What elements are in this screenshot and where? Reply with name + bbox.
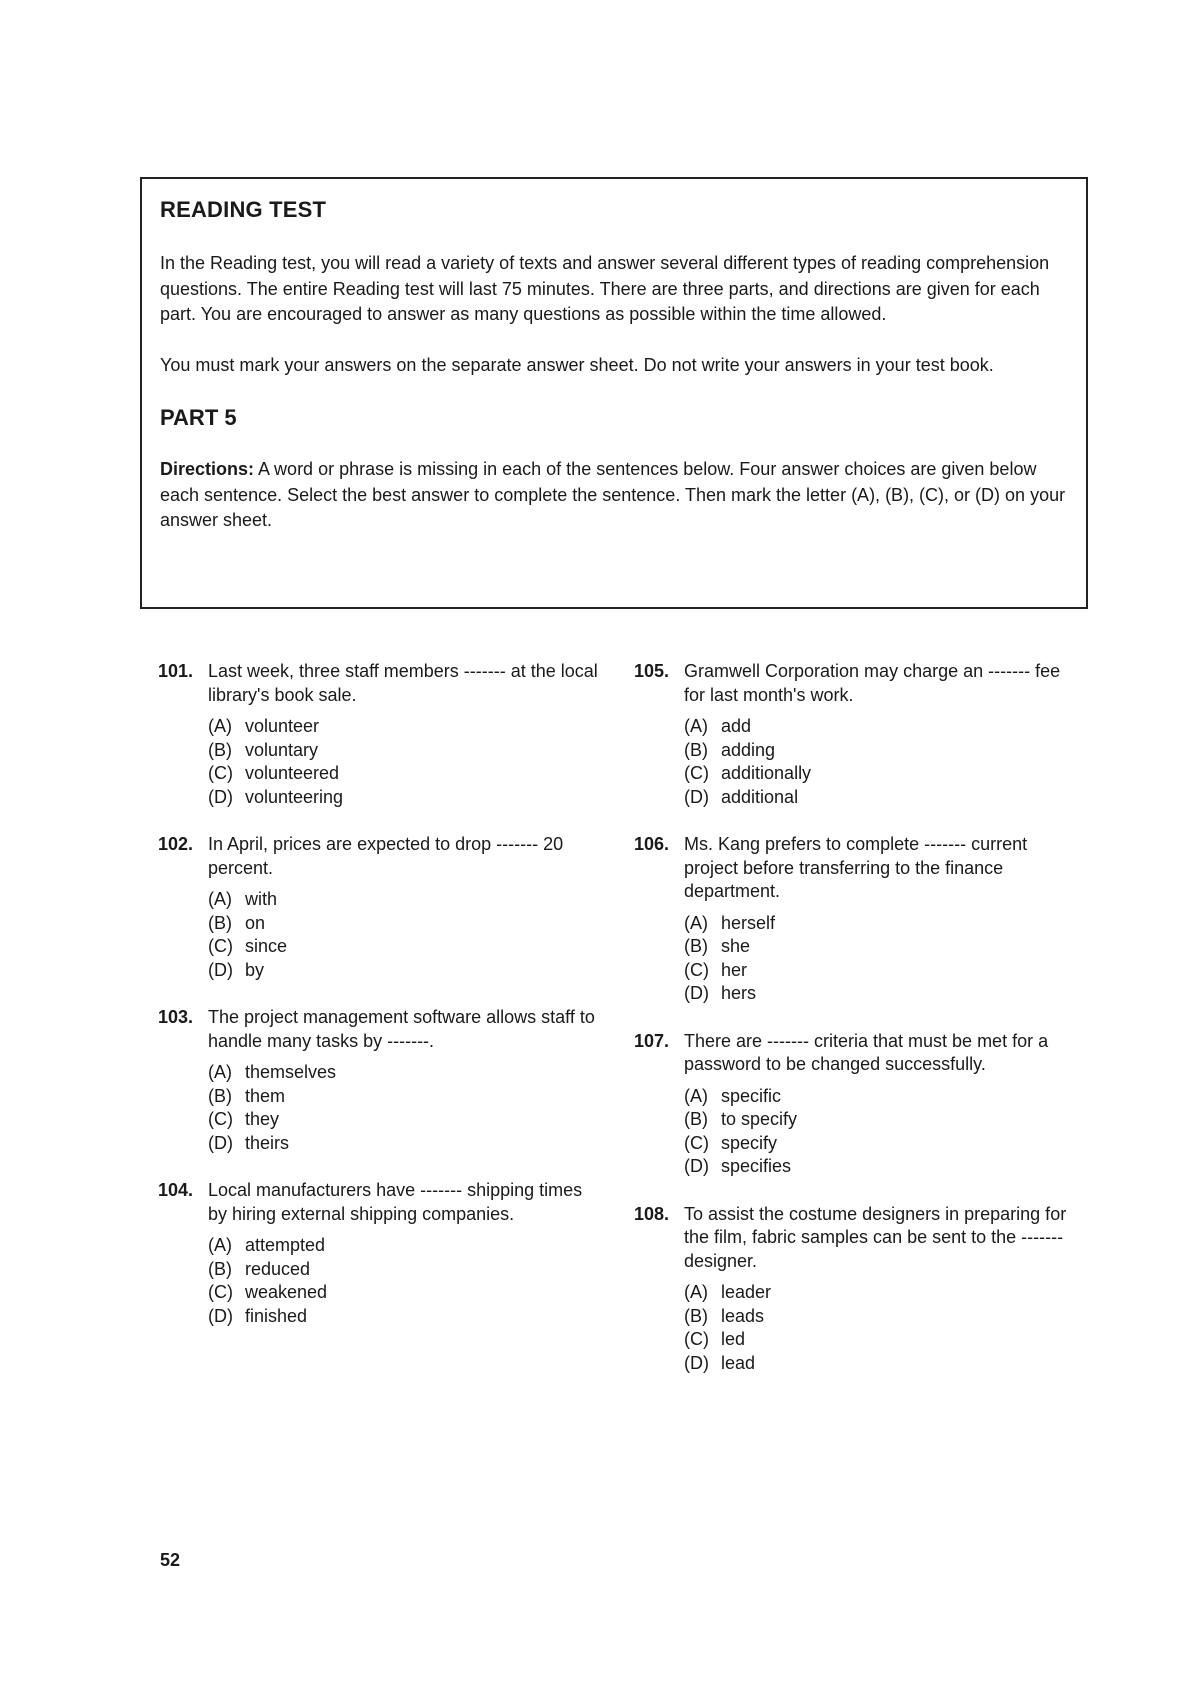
option-text: them: [245, 1085, 286, 1106]
answer-option: [208, 1234, 598, 1258]
directions-text: A word or phrase is missing in each of the sentences below. Four answer choices are given below each sentence. Select the best answer to complete the sentence. Then mark the letter (A), (B), (C), or (D) on your answer sheet.: [160, 459, 1066, 530]
answer-option: [208, 739, 598, 763]
question-stem: [634, 1203, 1086, 1274]
directions-label: Directions:: [160, 459, 255, 479]
answer-option: [208, 1085, 598, 1109]
option-letter: (C): [208, 763, 233, 783]
question-stem: [158, 1006, 598, 1053]
answer-option: [684, 715, 1086, 739]
option-text: herself: [721, 912, 776, 933]
answer-option: [684, 1132, 1086, 1156]
option-letter: (D): [684, 786, 709, 807]
option-text: leader: [721, 1282, 772, 1302]
option-text: add: [721, 716, 752, 736]
answer-option: [208, 912, 598, 936]
option-letter: (C): [684, 1132, 709, 1153]
question-item: [634, 660, 1086, 809]
answer-option: [684, 1085, 1086, 1109]
option-letter: (D): [208, 959, 233, 980]
question-item: [158, 1006, 598, 1155]
question-number: 108.: [634, 1203, 670, 1224]
question-number: 105.: [634, 661, 670, 681]
option-letter: (A): [208, 1062, 232, 1082]
option-text: by: [245, 959, 265, 980]
option-letter: (D): [208, 1132, 233, 1153]
option-text: specify: [721, 1132, 778, 1153]
answer-option: [208, 1281, 598, 1305]
question-text: Ms. Kang prefers to complete ------- current project before transferring to the finance department.: [684, 834, 1028, 901]
option-text: specific: [721, 1085, 782, 1106]
option-text: lead: [721, 1352, 756, 1373]
option-letter: (C): [208, 936, 233, 956]
answer-option: [684, 1108, 1086, 1132]
option-text: themselves: [245, 1062, 337, 1082]
answer-option: [208, 715, 598, 739]
option-letter: (B): [208, 1258, 232, 1279]
question-number: 101.: [158, 661, 194, 681]
option-letter: (B): [684, 1305, 708, 1326]
question-stem: [634, 1030, 1086, 1077]
answer-option: [684, 1328, 1086, 1352]
answer-option: [684, 935, 1086, 959]
question-stem: [158, 833, 598, 880]
option-letter: (C): [684, 1329, 709, 1349]
questions-right-column: [634, 660, 1086, 1399]
option-letter: (B): [684, 739, 708, 760]
option-letter: (B): [208, 912, 232, 933]
answer-option: [684, 786, 1086, 810]
answer-option: [684, 1155, 1086, 1179]
answer-options: [684, 1281, 1086, 1375]
option-text: led: [721, 1329, 746, 1349]
answer-option: [684, 739, 1086, 763]
answer-options: [684, 715, 1086, 809]
option-letter: (A): [208, 1235, 232, 1255]
option-letter: (C): [208, 1282, 233, 1302]
option-text: reduced: [245, 1258, 311, 1279]
answer-options: [208, 1061, 598, 1155]
option-text: weakened: [245, 1282, 328, 1302]
answer-option: [684, 959, 1086, 983]
question-item: [158, 833, 598, 982]
option-text: hers: [721, 983, 757, 1003]
answer-option: [208, 1108, 598, 1132]
option-letter: (A): [684, 1282, 708, 1302]
answer-option: [208, 786, 598, 810]
question-item: [634, 1203, 1086, 1376]
instructions-box: [140, 177, 1088, 609]
answer-option: [208, 935, 598, 959]
answer-option: [684, 1281, 1086, 1305]
option-letter: (C): [684, 959, 709, 980]
option-letter: (C): [684, 763, 709, 783]
answer-options: [208, 1234, 598, 1328]
answer-option: [684, 912, 1086, 936]
option-text: finished: [245, 1305, 308, 1326]
option-letter: (A): [684, 912, 708, 933]
question-item: [158, 660, 598, 809]
question-text: The project management software allows staff to handle many tasks by -------.: [208, 1007, 595, 1051]
option-letter: (A): [684, 716, 708, 736]
question-text: Last week, three staff members ------- at the local library's book sale.: [208, 661, 598, 705]
question-stem: [634, 660, 1086, 707]
question-stem: [634, 833, 1086, 904]
answer-option: [208, 1061, 598, 1085]
answer-options: [684, 1085, 1086, 1179]
option-text: they: [245, 1109, 280, 1129]
question-item: [634, 1030, 1086, 1179]
option-text: leads: [721, 1305, 765, 1326]
option-text: volunteering: [245, 786, 344, 807]
answer-options: [684, 912, 1086, 1006]
question-item: [634, 833, 1086, 1006]
answer-option: [208, 1305, 598, 1329]
option-text: since: [245, 936, 288, 956]
answer-option: [684, 1352, 1086, 1376]
answer-option: [684, 762, 1086, 786]
question-text: Gramwell Corporation may charge an ------- fee for last month's work.: [684, 661, 1061, 705]
option-letter: (B): [684, 1109, 708, 1129]
answer-option: [208, 1132, 598, 1156]
option-letter: (B): [208, 739, 232, 760]
answer-sheet-note: You must mark your answers on the separate answer sheet. Do not write your answers in your test book.: [160, 354, 994, 375]
answer-option: [208, 762, 598, 786]
question-text: There are ------- criteria that must be met for a password to be changed successfully.: [684, 1030, 1049, 1074]
option-text: with: [245, 889, 278, 909]
question-number: 103.: [158, 1007, 194, 1027]
option-text: to specify: [721, 1109, 798, 1129]
option-text: additionally: [721, 763, 812, 783]
option-text: she: [721, 936, 751, 956]
page-number: 52: [160, 1550, 181, 1570]
option-text: volunteer: [245, 716, 320, 736]
option-letter: (A): [684, 1085, 708, 1106]
question-stem: [158, 1179, 598, 1226]
option-text: her: [721, 959, 748, 980]
option-letter: (B): [684, 936, 708, 956]
question-item: [158, 1179, 598, 1328]
instructions-paragraph: In the Reading test, you will read a variety of texts and answer several different types of reading comprehension questions. The entire Reading test will last 75 minutes. There are three parts, and directions are given for each part. You are encouraged to answer as many questions as possible within the time allowed.: [160, 253, 1050, 324]
answer-options: [208, 715, 598, 809]
answer-options: [208, 888, 598, 982]
option-letter: (D): [684, 983, 709, 1003]
option-letter: (A): [208, 716, 232, 736]
question-stem: [158, 660, 598, 707]
option-letter: (A): [208, 889, 232, 909]
option-text: theirs: [245, 1132, 290, 1153]
option-text: volunteered: [245, 763, 340, 783]
question-text: Local manufacturers have ------- shipping times by hiring external shipping companies.: [208, 1180, 583, 1224]
question-number: 107.: [634, 1030, 670, 1051]
option-letter: (C): [208, 1109, 233, 1129]
question-number: 102.: [158, 834, 194, 854]
option-letter: (D): [684, 1352, 709, 1373]
answer-option: [684, 982, 1086, 1006]
answer-option: [208, 888, 598, 912]
option-text: on: [245, 912, 266, 933]
option-text: specifies: [721, 1156, 792, 1176]
option-text: voluntary: [245, 739, 319, 760]
question-number: 104.: [158, 1180, 194, 1200]
option-letter: (D): [208, 786, 233, 807]
answer-option: [684, 1305, 1086, 1329]
option-text: additional: [721, 786, 799, 807]
option-text: attempted: [245, 1235, 326, 1255]
option-letter: (D): [684, 1156, 709, 1176]
answer-option: [208, 959, 598, 983]
question-number: 106.: [634, 834, 670, 854]
answer-option: [208, 1258, 598, 1282]
question-text: To assist the costume designers in preparing for the film, fabric samples can be sent to the ------- designer.: [684, 1203, 1067, 1271]
option-text: adding: [721, 739, 776, 760]
option-letter: (D): [208, 1305, 233, 1326]
part-heading: PART 5: [160, 405, 237, 430]
question-text: In April, prices are expected to drop ------- 20 percent.: [208, 834, 564, 878]
questions-left-column: [158, 660, 598, 1352]
directions: [160, 457, 1070, 534]
option-letter: (B): [208, 1085, 232, 1106]
reading-test-heading: READING TEST: [160, 197, 327, 222]
